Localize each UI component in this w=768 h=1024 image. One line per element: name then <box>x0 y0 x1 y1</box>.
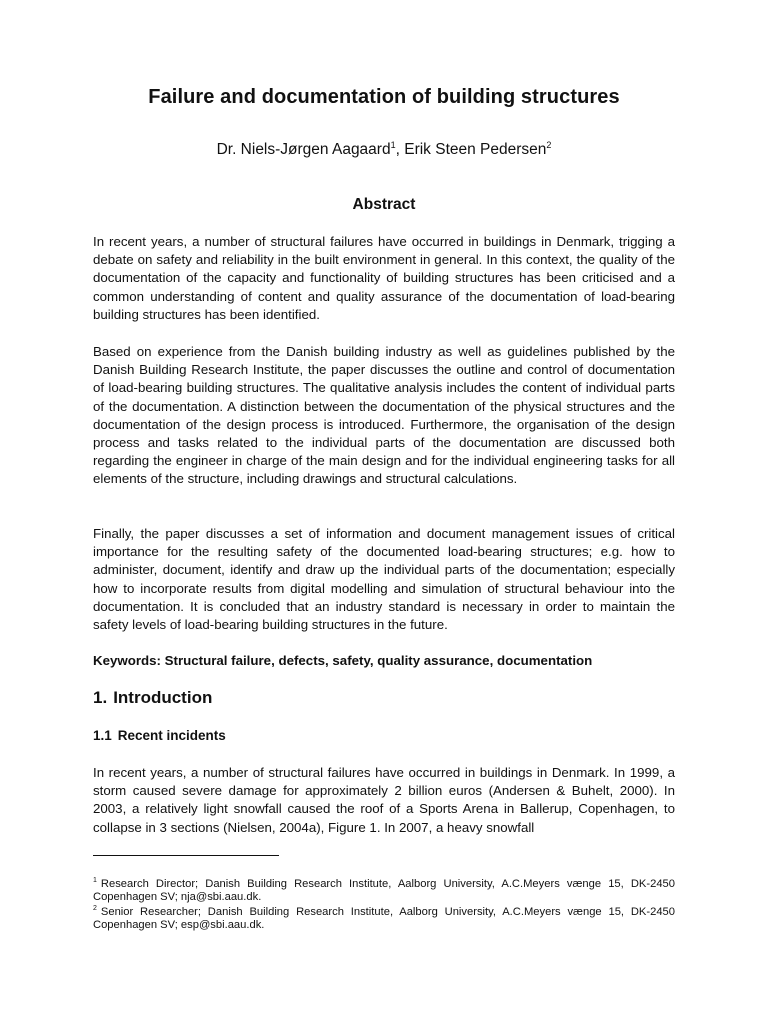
subsection-title: Recent incidents <box>117 728 226 743</box>
section-number: 1. <box>93 688 108 707</box>
author-line <box>0 141 768 159</box>
author-name: Erik Steen Pedersen <box>404 141 547 158</box>
footnote-text: Research Director; Danish Building Research Institute, Aalborg University, A.C.Meyers vænge 15, DK-2450 Copenhagen SV; nja@sbi.aau.dk. <box>93 878 675 904</box>
subsection-heading <box>93 728 226 743</box>
abstract-paragraph: In recent years, a number of structural failures have occurred in buildings in Denmark, trigging a debate on safety and reliability in the built environment in general. In this context, the quality of the documentation of the capacity and functionality of building structures has been criticised and a common understanding of content and quality assurance of the documentation of load-bearing building structures has been identified. <box>93 234 675 322</box>
footnote-divider <box>93 855 279 856</box>
footnote <box>93 906 675 933</box>
abstract-heading: Abstract <box>352 196 416 213</box>
author-name: Dr. Niels-Jørgen Aagaard <box>216 141 391 158</box>
section-title: Introduction <box>113 688 213 707</box>
section-heading <box>93 688 212 708</box>
footnote-text: Senior Researcher; Danish Building Research Institute, Aalborg University, A.C.Meyers vænge 15, DK-2450 Copenhagen SV; esp@sbi.aau.dk. <box>93 906 675 932</box>
intro-paragraph: In recent years, a number of structural failures have occurred in buildings in Denmark. In 1999, a storm caused severe damage for approximately 2 billion euros (Andersen & Buhelt, 2000). In 2003, a relatively light snowfall caused the roof of a Sports Arena in Ballerup, Copenhagen, to collapse in 3 sections (Nielsen, 2004a), Figure 1. In 2007, a heavy snowfall <box>93 765 675 835</box>
paper-title: Failure and documentation of building structures <box>148 86 620 108</box>
author-footnote-mark: 2 <box>546 139 552 150</box>
footnote-mark: 1 <box>93 877 97 885</box>
author-footnote-mark: 1 <box>390 139 396 150</box>
author-separator: , <box>395 141 405 158</box>
footnote-mark: 2 <box>93 905 97 913</box>
footnote <box>93 878 675 905</box>
abstract-paragraph: Finally, the paper discusses a set of information and document management issues of critical importance for the resulting safety of the documented load-bearing structures; e.g. how to administer, document, identify and draw up the individual parts of the documentation; especially how to incorporate results from digital modelling and simulation of structural behaviour into the documentation. It is concluded that an industry standard is necessary in order to maintain the safety levels of load-bearing building structures in the future. <box>93 526 675 633</box>
subsection-number: 1.1 <box>93 728 112 743</box>
abstract-paragraph: Based on experience from the Danish building industry as well as guidelines published by the Danish Building Research Institute, the paper discusses the outline and control of documentation of load-bearing building structures. The qualitative analysis includes the content of individual parts of the documentation. A distinction between the documentation of the physical structures and the documentation of the design process is introduced. Furthermore, the organisation of the design process and tasks related to the individual parts of the documentation are discussed both regarding the engineer in charge of the main design and for the individual engineering tasks for all elements of the structure, including drawings and structural calculations. <box>93 344 675 487</box>
keywords-line: Keywords: Structural failure, defects, safety, quality assurance, documentation <box>93 653 593 668</box>
